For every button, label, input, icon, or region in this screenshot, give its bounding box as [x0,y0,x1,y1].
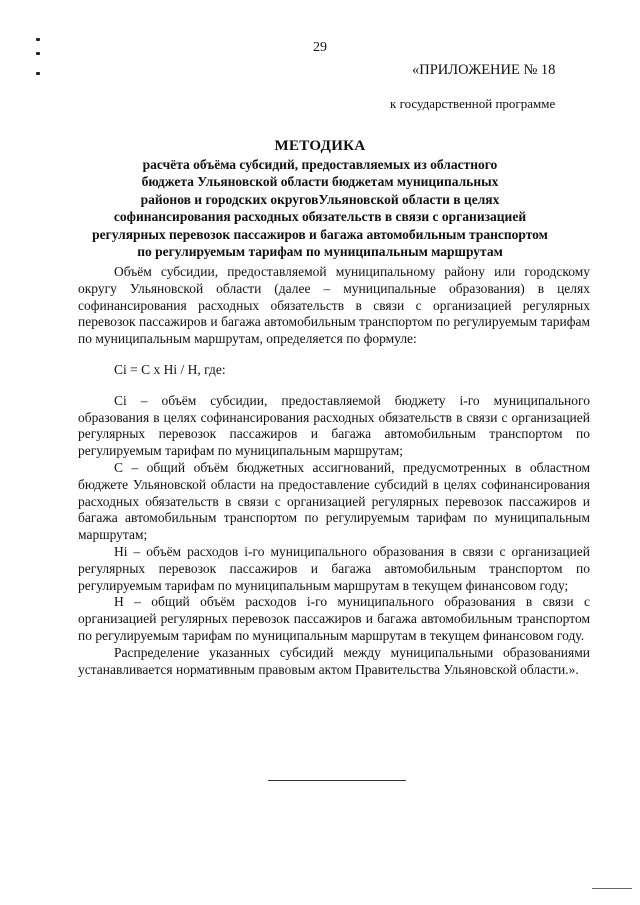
end-divider [268,780,406,781]
document-body [78,264,590,678]
appendix-label: «ПРИЛОЖЕНИЕ № 18 [412,62,556,78]
subtitle-line: по регулируемым тарифам по муниципальным маршрутам [137,244,503,259]
distribution-paragraph: Распределение указанных субсидий между муниципальными образованиями устанавливается нормативным правовым актом Правительства Ульяновской области.». [78,644,590,677]
intro-paragraph: Объём субсидии, предоставляемой муниципальному району или городскому округу Ульяновской области (далее – муниципальные образования) в целях софинансирования расходных обязательств в связи с организацией регулярных перевозок пассажиров и багажа автомобильным транспортом по регулируемым тарифам по муниципальным маршрутам, определяется по формуле: [78,264,590,347]
definition-ci: Ci – объём субсидии, предоставляемой бюджету i-го муниципального образования в целях софинансирования расходных обязательств в связи с организацией регулярных перевозок пассажиров и багажа автомобильным транспортом по регулируемым тарифам по муниципальным маршрутам; [78,392,590,459]
subtitle-line: расчёта объёма субсидий, предоставляемых из областного [142,156,498,172]
subtitle-line: бюджета Ульяновской области бюджетам муниципальных [141,174,499,189]
document-heading [0,138,640,261]
page-number: 29 [313,40,327,55]
subtitle-line: районов и городских округовУльяновской области в целях [140,191,500,207]
definition-c: C – общий объём бюджетных ассигнований, предусмотренных в областном бюджете Ульяновской области на предоставление субсидий в целях софинансирования расходных обязательств в связи с организацией регулярных перевозок пассажиров и багажа автомобильным транспортом по регулируемым тарифам по муниципальным маршрутам; [78,459,590,543]
subtitle-line: регулярных перевозок пассажиров и багажа автомобильным транспортом [92,226,548,242]
subtitle-line: софинансирования расходных обязательств в связи с организацией [113,209,527,224]
formula: Ci = C x Hi / H, где: [114,361,226,377]
definition-h: H – общий объём расходов i-го муниципального образования в связи с организацией регулярных перевозок пассажиров и багажа автомобильным транспортом по регулируемым тарифам по муниципальным маршрутам в текущем финансовом году. [78,594,590,643]
program-reference: к государственной программе [390,96,556,111]
definition-hi: Hi – объём расходов i-го муниципального образования в связи с организацией регулярных перевозок пассажиров и багажа автомобильным транспортом по регулируемым тарифам по муниципальным маршрутам в текущем финансовом году; [78,543,590,593]
document-title: МЕТОДИКА [274,138,366,154]
corner-mark [592,888,632,889]
margin-dot [36,72,40,75]
